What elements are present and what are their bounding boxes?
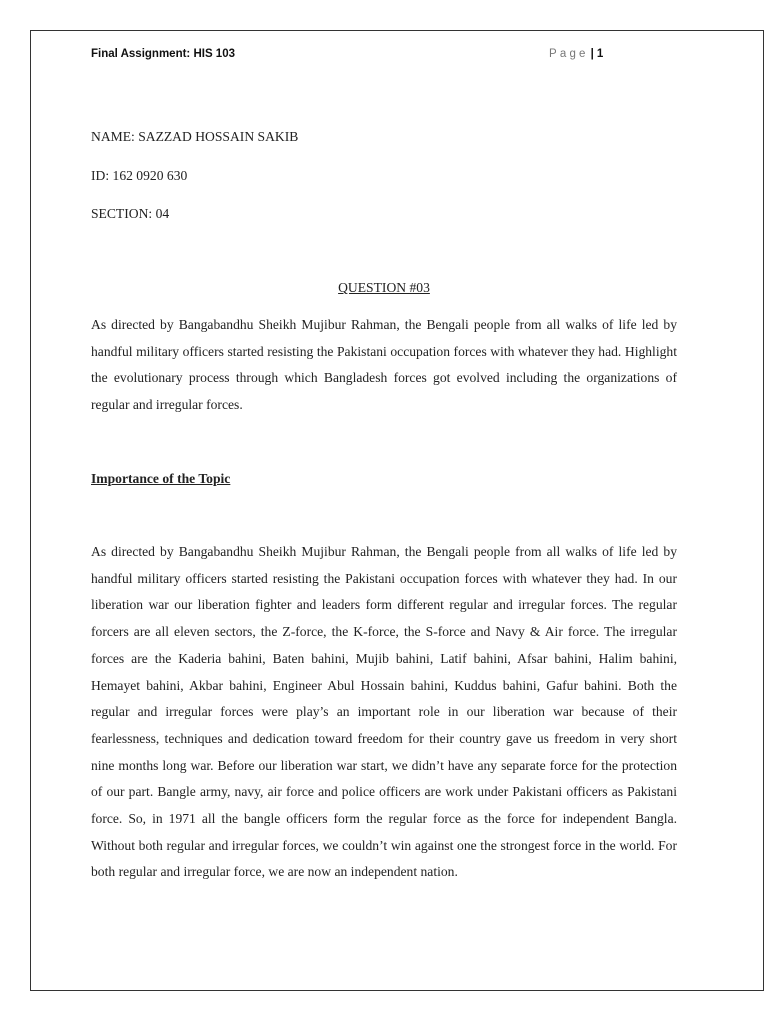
page-indicator [549,48,603,60]
page-label: Page [549,48,589,60]
header-title: Final Assignment: HIS 103 [91,48,235,60]
student-id: ID: 162 0920 630 [91,168,188,183]
student-section: SECTION: 04 [91,206,170,221]
page-separator: | [590,48,594,60]
student-name: NAME: SAZZAD HOSSAIN SAKIB [91,129,299,144]
topic-heading: Importance of the Topic [91,471,231,486]
question-text: As directed by Bangabandhu Sheikh Mujibur Rahman, the Bengali people from all walks of life led by handful military officers started resisting the Pakistani occupation forces with whatever they had. Highlight the evolutionary process through which Bangladesh forces got evolved including the organizations of regular and irregular forces. [91,317,677,413]
page-number: 1 [596,48,604,60]
topic-body: As directed by Bangabandhu Sheikh Mujibur Rahman, the Bengali people from all walks of life led by handful military officers started resisting the Pakistani occupation forces with whatever they had. In our liberation war our liberation fighter and leaders form different regular and irregular forces. The regular forcers are all eleven sectors, the Z-force, the K-force, the S-force and Navy & Air force. The irregular forces are the Kaderia bahini, Baten bahini, Mujib bahini, Latif bahini, Afsar bahini, Halim bahini, Hemayet bahini, Akbar bahini, Engineer Abul Hossain bahini, Kuddus bahini, Gafur bahini. Both the regular and irregular forces were play’s an important role in our liberation war because of their fearlessness, techniques and dedication toward freedom for their country gave us freedom in very short nine months long war. Before our liberation war start, we didn’t have any separate force for the protection of our part. Bangle army, navy, air force and police officers are work under Pakistani officers as Pakistani force. So, in 1971 all the bangle officers form the regular force as the force for independent Bangla. Without both regular and irregular forces, we couldn’t win against one the strongest force in the world. For both regular and irregular force, we are now an independent nation. [91,544,677,880]
question-heading: QUESTION #03 [338,280,430,295]
